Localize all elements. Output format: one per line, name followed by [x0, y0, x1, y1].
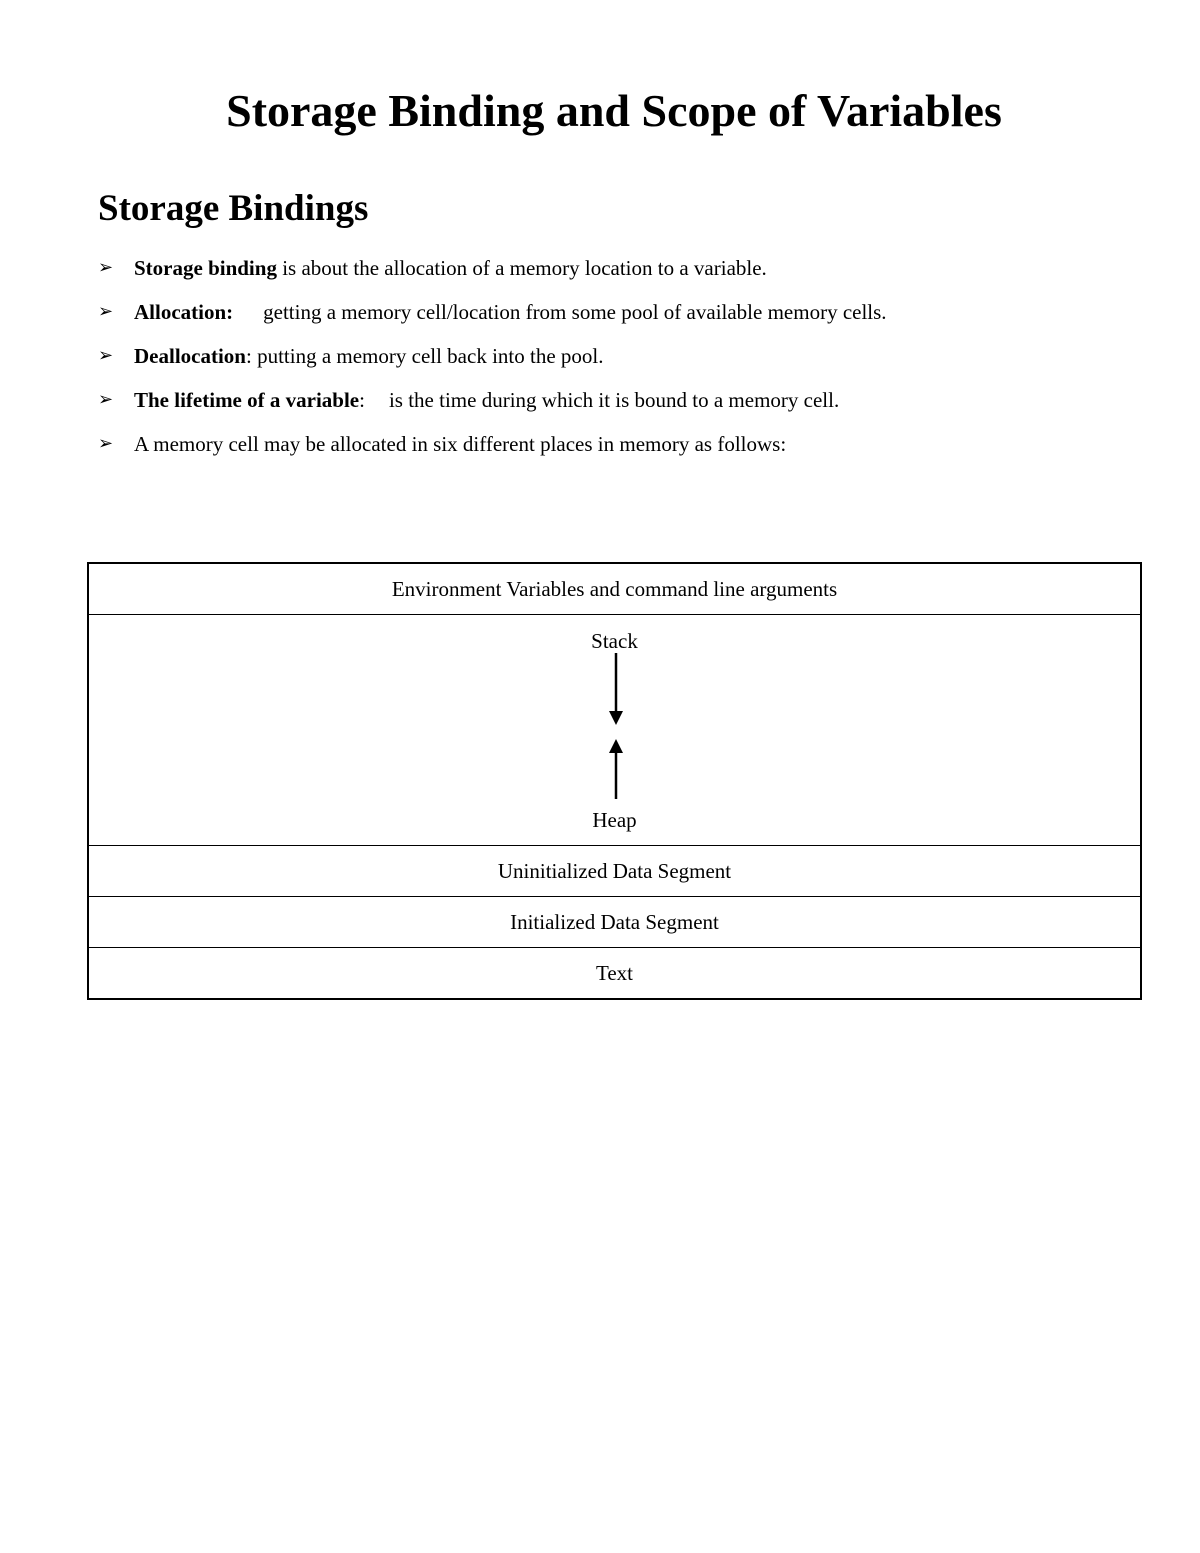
bullet-text	[134, 340, 604, 372]
bullet-text	[134, 428, 786, 460]
section-heading: Storage Bindings	[98, 188, 369, 229]
stack-heap-segment	[89, 615, 1140, 846]
bullet-body: is about the allocation of a memory location to a variable.	[276, 256, 767, 280]
bullet-list	[98, 252, 1138, 472]
bullet-body: is the time during which it is bound to a memory cell.	[388, 388, 840, 412]
arrow-up-icon	[609, 739, 623, 799]
bullet-term: Storage binding	[134, 256, 277, 280]
list-item	[98, 296, 1138, 340]
arrowhead-bullet-icon: ➢	[98, 433, 114, 454]
env-segment: Environment Variables and command line arguments	[89, 564, 1140, 615]
page-title: Storage Binding and Scope of Variables	[226, 85, 1002, 136]
arrowhead-bullet-icon: ➢	[98, 301, 114, 322]
memory-layout-diagram	[87, 562, 1142, 1000]
arrowhead-bullet-icon: ➢	[98, 345, 114, 366]
text-segment: Text	[595, 961, 634, 985]
arrowhead-bullet-icon: ➢	[98, 257, 114, 278]
list-item	[98, 428, 1138, 472]
bullet-text	[134, 384, 839, 416]
bullet-body: getting a memory cell/location from some pool of available memory cells.	[263, 300, 887, 324]
bullet-term: Allocation:	[134, 300, 234, 324]
heap-label: Heap	[592, 808, 637, 832]
bullet-body: A memory cell may be allocated in six different places in memory as follows:	[134, 432, 787, 456]
bullet-term: Deallocation	[134, 344, 246, 368]
arrow-down-icon	[609, 653, 623, 725]
stack-heap-arrows	[602, 651, 632, 801]
bullet-colon: :	[359, 388, 365, 412]
bullet-text	[134, 252, 767, 284]
uninitialized-data-segment: Uninitialized Data Segment	[89, 846, 1140, 897]
bullet-body: : putting a memory cell back into the pool.	[245, 344, 604, 368]
arrowhead-bullet-icon: ➢	[98, 389, 114, 410]
bullet-term: The lifetime of a variable	[134, 388, 360, 412]
initialized-data-segment: Initialized Data Segment	[89, 897, 1140, 948]
list-item	[98, 384, 1138, 428]
stack-label: Stack	[591, 629, 638, 653]
list-item	[98, 252, 1138, 296]
list-item	[98, 340, 1138, 384]
bullet-text	[134, 296, 887, 328]
